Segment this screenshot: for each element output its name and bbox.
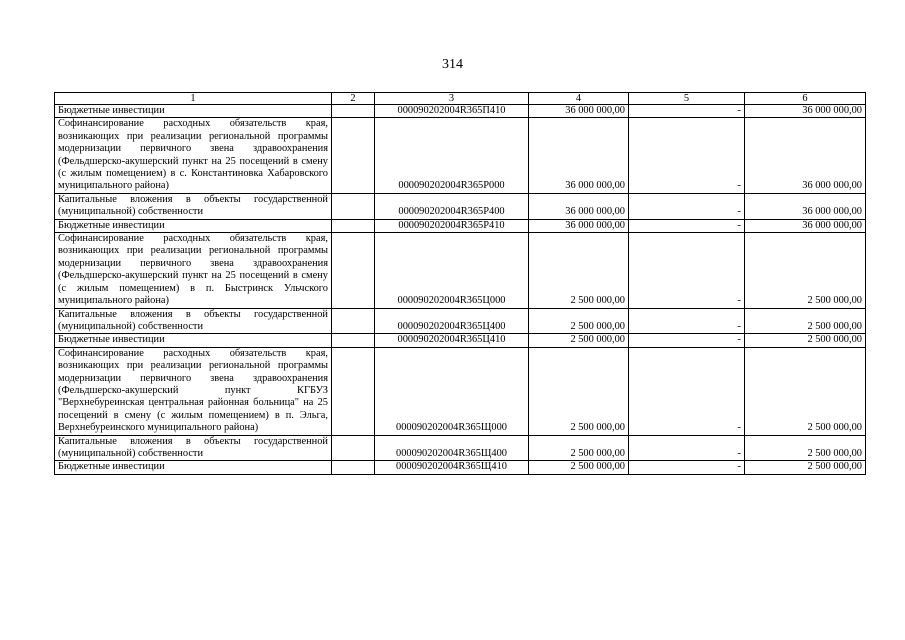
header-row <box>55 93 866 105</box>
row-column-2 <box>332 308 375 334</box>
row-code: 000090202004R365Щ410 <box>375 461 529 474</box>
row-amount-6: 2 500 000,00 <box>745 233 866 308</box>
table-row <box>55 118 866 193</box>
row-description: Софинансирование расходных обязательств края, возникающих при реализации региональной программы модернизации первичного звена здравоохранения (Фельдшерско-акушерский пункт на 25 посещений в смену (с жилым помещением) в п. Быстринск Ульчского муниципального района) <box>55 233 332 308</box>
row-column-2 <box>332 347 375 435</box>
table-row <box>55 233 866 308</box>
row-amount-5: - <box>629 435 745 461</box>
table-row <box>55 219 866 232</box>
row-amount-4: 2 500 000,00 <box>529 308 629 334</box>
row-column-2 <box>332 219 375 232</box>
row-amount-4: 2 500 000,00 <box>529 435 629 461</box>
column-header: 5 <box>629 93 745 105</box>
column-header: 3 <box>375 93 529 105</box>
row-amount-4: 36 000 000,00 <box>529 105 629 118</box>
row-amount-6: 2 500 000,00 <box>745 347 866 435</box>
table-row <box>55 334 866 347</box>
row-description: Капитальные вложения в объекты государственной (муниципальной) собственности <box>55 308 332 334</box>
row-column-2 <box>332 334 375 347</box>
row-code: 000090202004R365Ц000 <box>375 233 529 308</box>
column-header: 6 <box>745 93 866 105</box>
row-code: 000090202004R365Ц400 <box>375 308 529 334</box>
row-code: 000090202004R365Р000 <box>375 118 529 193</box>
row-amount-4: 2 500 000,00 <box>529 233 629 308</box>
row-amount-6: 2 500 000,00 <box>745 308 866 334</box>
row-amount-5: - <box>629 347 745 435</box>
row-amount-4: 36 000 000,00 <box>529 219 629 232</box>
row-amount-6: 2 500 000,00 <box>745 334 866 347</box>
row-amount-4: 36 000 000,00 <box>529 118 629 193</box>
table-row <box>55 435 866 461</box>
row-column-2 <box>332 461 375 474</box>
page-number: 314 <box>442 57 463 72</box>
row-amount-5: - <box>629 233 745 308</box>
row-column-2 <box>332 435 375 461</box>
row-amount-4: 2 500 000,00 <box>529 461 629 474</box>
row-amount-5: - <box>629 308 745 334</box>
row-column-2 <box>332 105 375 118</box>
row-column-2 <box>332 233 375 308</box>
table-row <box>55 193 866 219</box>
budget-table <box>54 92 866 475</box>
row-column-2 <box>332 118 375 193</box>
table-row <box>55 347 866 435</box>
column-header: 1 <box>55 93 332 105</box>
row-amount-6: 36 000 000,00 <box>745 105 866 118</box>
row-description: Бюджетные инвестиции <box>55 105 332 118</box>
row-code: 000090202004R365Р410 <box>375 219 529 232</box>
row-code: 000090202004R365Р400 <box>375 193 529 219</box>
row-amount-4: 36 000 000,00 <box>529 193 629 219</box>
row-amount-5: - <box>629 219 745 232</box>
row-code: 000090202004R365Щ000 <box>375 347 529 435</box>
row-code: 000090202004R365П410 <box>375 105 529 118</box>
row-column-2 <box>332 193 375 219</box>
row-amount-5: - <box>629 334 745 347</box>
table-row <box>55 461 866 474</box>
row-amount-6: 2 500 000,00 <box>745 435 866 461</box>
column-header: 4 <box>529 93 629 105</box>
table-row <box>55 308 866 334</box>
row-amount-6: 36 000 000,00 <box>745 118 866 193</box>
row-amount-6: 36 000 000,00 <box>745 193 866 219</box>
row-amount-5: - <box>629 118 745 193</box>
row-amount-5: - <box>629 461 745 474</box>
row-description: Бюджетные инвестиции <box>55 334 332 347</box>
row-amount-4: 2 500 000,00 <box>529 334 629 347</box>
row-amount-5: - <box>629 105 745 118</box>
row-description: Софинансирование расходных обязательств края, возникающих при реализации региональной программы модернизации первичного звена здравоохранения (Фельдшерско-акушерский пункт на 25 посещений в смену (с жилым помещением) в с. Константиновка Хабаровского муниципального района) <box>55 118 332 193</box>
table-row <box>55 105 866 118</box>
row-description: Бюджетные инвестиции <box>55 461 332 474</box>
row-code: 000090202004R365Ц410 <box>375 334 529 347</box>
row-amount-6: 36 000 000,00 <box>745 219 866 232</box>
row-code: 000090202004R365Щ400 <box>375 435 529 461</box>
row-description: Софинансирование расходных обязательств края, возникающих при реализации региональной программы модернизации первичного звена здравоохранения (Фельдшерско-акушерский пункт КГБУЗ "Верхнебуреинская центральная районная больница" на 25 посещений в смену (с жилым помещением) в п. Эльга, Верхнебуреинского муниципального района) <box>55 347 332 435</box>
row-amount-6: 2 500 000,00 <box>745 461 866 474</box>
row-amount-5: - <box>629 193 745 219</box>
row-description: Капитальные вложения в объекты государственной (муниципальной) собственности <box>55 193 332 219</box>
row-description: Капитальные вложения в объекты государственной (муниципальной) собственности <box>55 435 332 461</box>
row-description: Бюджетные инвестиции <box>55 219 332 232</box>
row-amount-4: 2 500 000,00 <box>529 347 629 435</box>
column-header: 2 <box>332 93 375 105</box>
